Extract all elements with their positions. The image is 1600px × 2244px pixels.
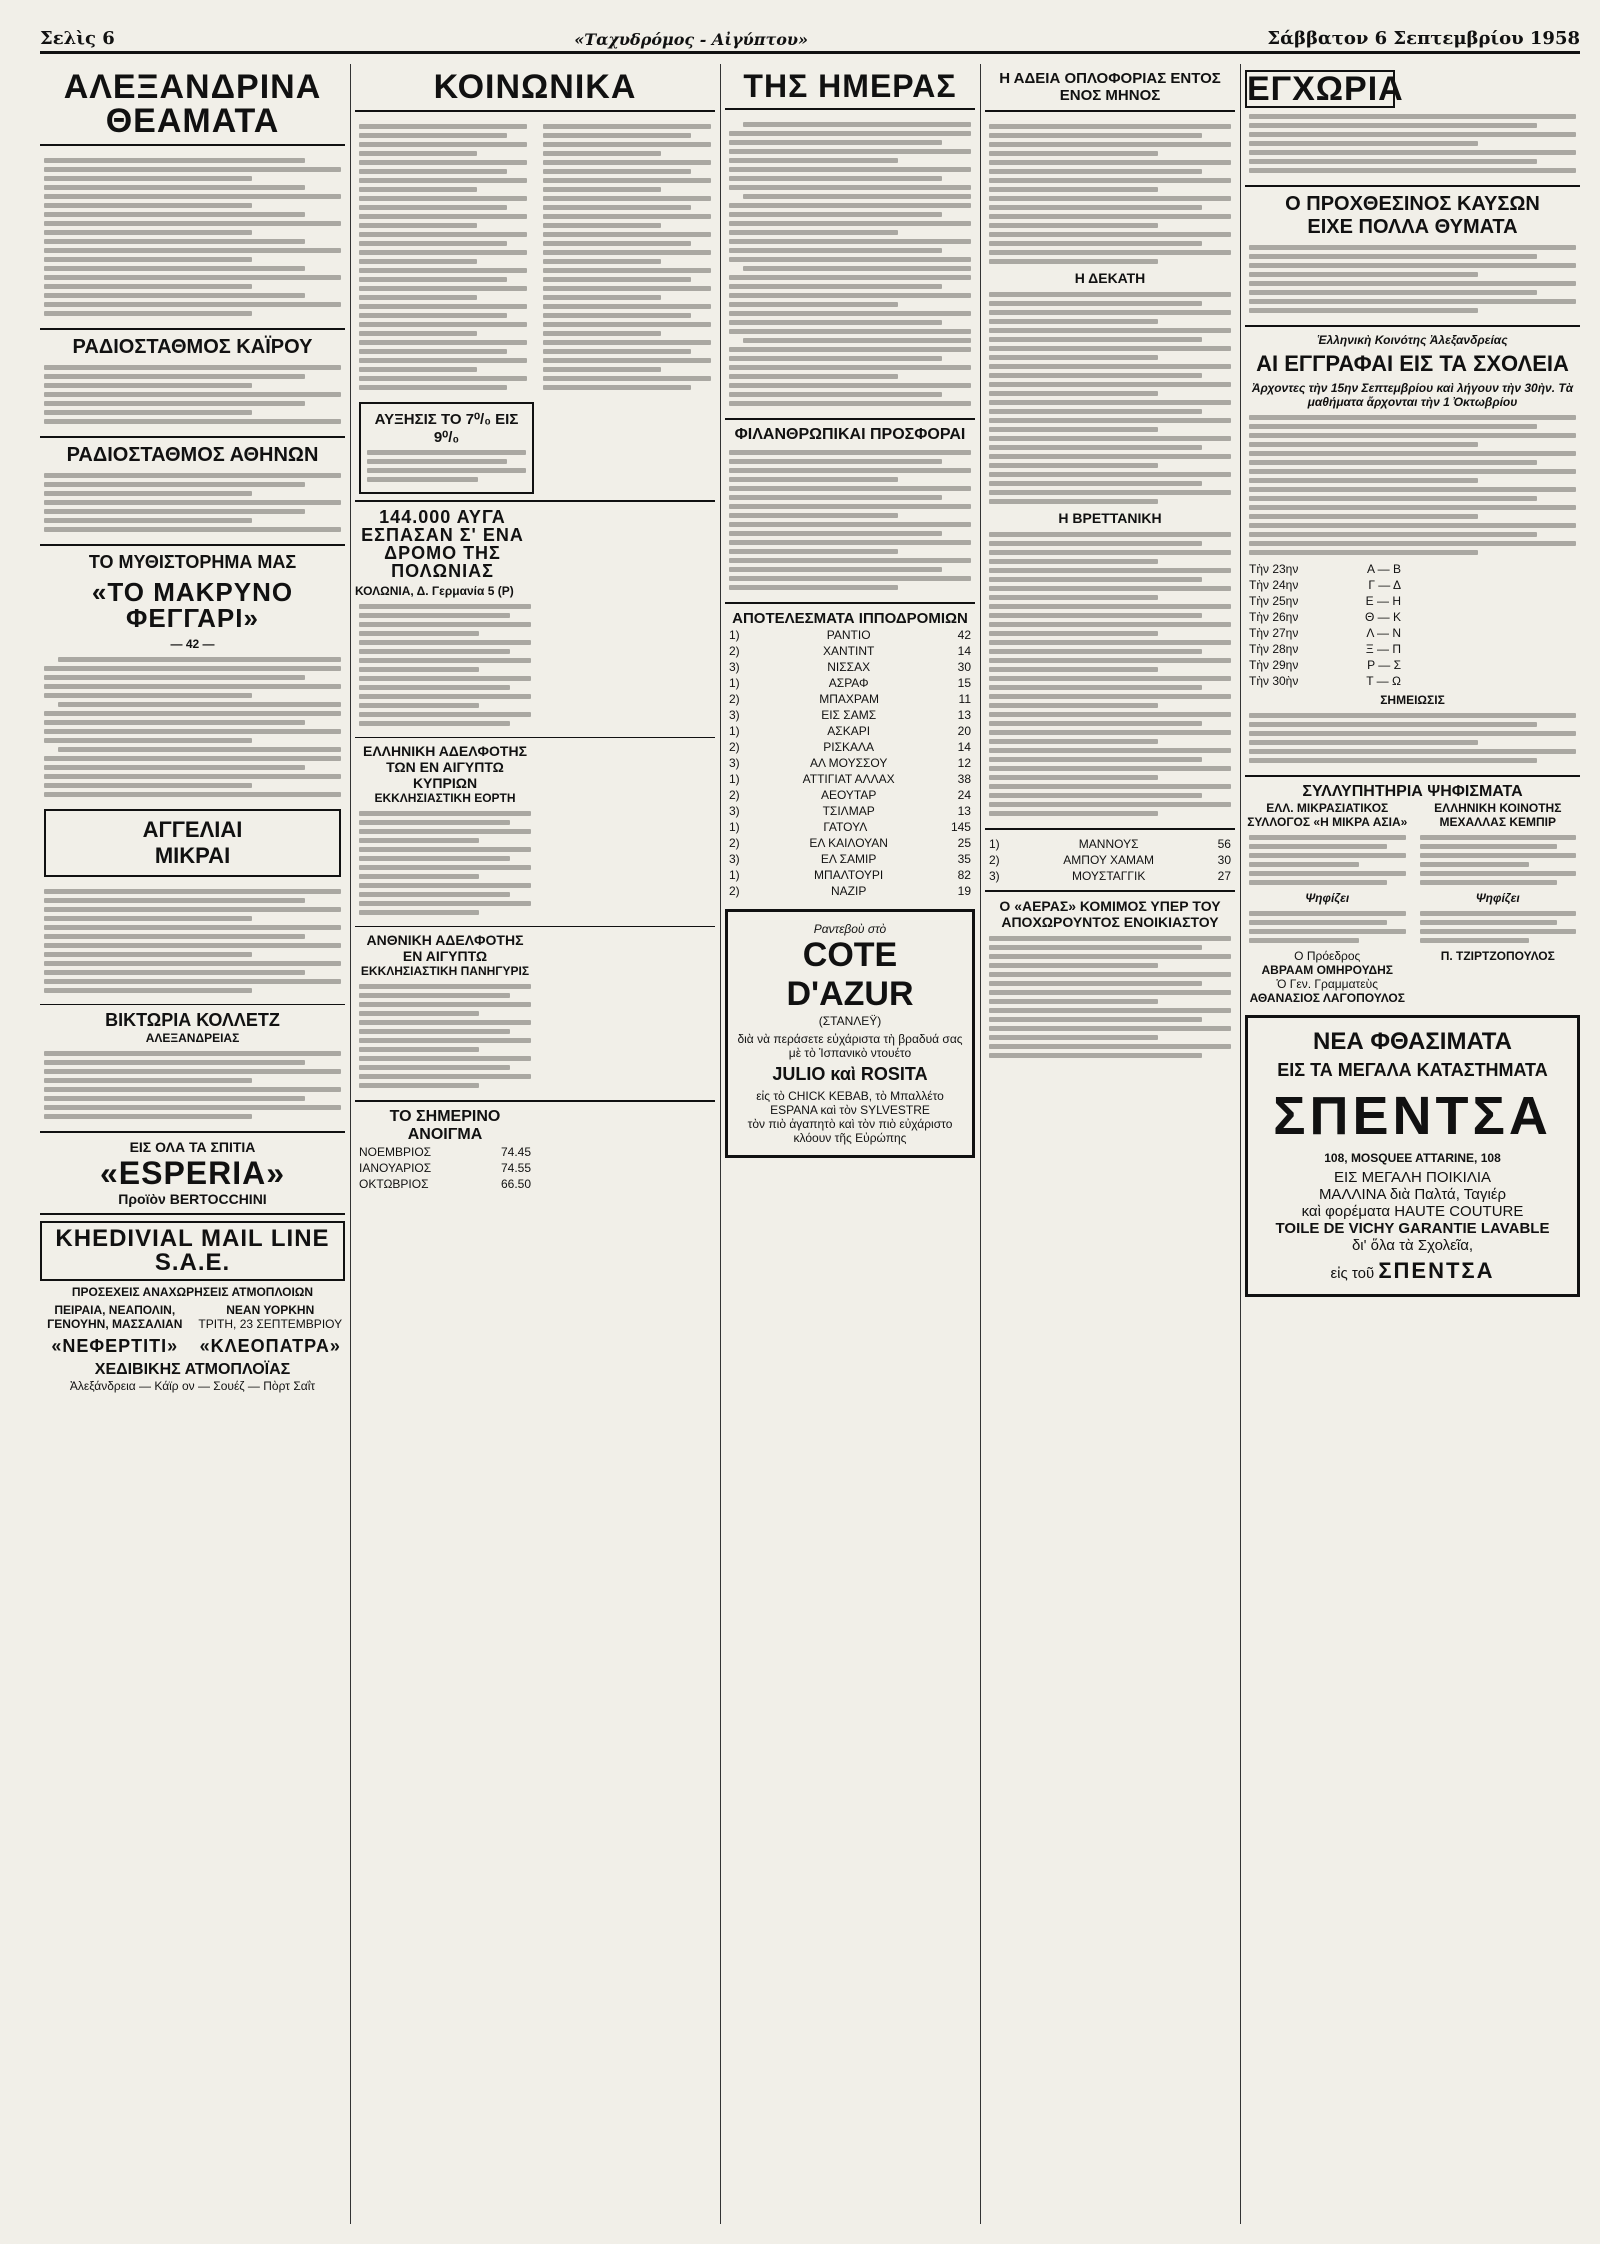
- market-row-value: 74.55: [500, 1161, 531, 1175]
- schedule-row-date: Τὴν 28ην: [1249, 642, 1299, 656]
- community-kicker: Ἑλληνικὴ Κοινότης Ἀλεξανδρείας: [1317, 333, 1508, 347]
- spentsa-brand: ΣΠΕΝΤΣΑ: [1273, 1086, 1552, 1146]
- market-row-value: 74.45: [500, 1145, 531, 1159]
- classified-box: ΑΓΓΕΛΙΑΙ ΜΙΚΡΑΙ: [44, 809, 341, 877]
- agency-name: ΧΕΔΙΒΙΚΗΣ ΑΤΜΟΠΛΟΪΑΣ: [94, 1361, 291, 1378]
- race-row: [725, 755, 975, 771]
- race-row-pos: 2): [729, 836, 740, 850]
- race-row-pos: 3): [729, 852, 740, 866]
- race-row-pos: 2): [729, 884, 740, 898]
- britannia-heading: Η ΒΡΕΤΤΑΝΙΚΗ: [1058, 510, 1162, 526]
- market-table: [355, 1144, 535, 1192]
- race-row-name: ΑΜΠΟΥ ΧΑΜΑΜ: [1063, 853, 1155, 867]
- dekati-heading: Η ΔΕΚΑΤΗ: [1074, 270, 1146, 286]
- schedule-row-date: Τὴν 26ην: [1249, 610, 1299, 624]
- race-row-name: ΓΑΤΟΥΛ: [823, 820, 868, 834]
- race-row-name: ΤΣΙΛΜΑΡ: [822, 804, 875, 818]
- race-row: [725, 707, 975, 723]
- notes-title: ΣΗΜΕΙΩΣΙΣ: [1380, 693, 1445, 707]
- race-row-pos: 2): [729, 788, 740, 802]
- cote-dazur-ad: Ραντεβοὺ στὸ COTE D'AZUR (ΣΤΑΝΛΕΫ) διὰ νὰ περάσετε εὐχάριστα τὴ βραδυά σας μὲ τὸ Ἱσπανικὸ ντουέτο JULIO καὶ ROSITA εἰς τὸ CHICK KEBAB, τὸ Μπαλλέτο ESPANA καὶ τὸν SYLVESTRE τὸν πιὸ ἀγαπητὸ καὶ τὸν πιὸ εὐχάριστο κλόουν τῆς Εὐρώπης: [725, 909, 975, 1158]
- college-city: ΑΛΕΞΑΝΔΡΕΙΑΣ: [145, 1031, 240, 1045]
- race-row-odds: 145: [950, 820, 971, 834]
- race-row-odds: 24: [957, 788, 971, 802]
- charity-title: ΦΙΛΑΝΘΡΩΠΙΚΑΙ ΠΡΟΣΦΟΡΑΙ: [734, 426, 966, 443]
- khedivial-title: KHEDIVIAL MAIL LINE S.A.E.: [40, 1221, 345, 1281]
- cypriot-brotherhood-title: ΕΛΛΗΝΙΚΗ ΑΔΕΛΦΟΤΗΣ ΤΩΝ ΕΝ ΑΙΓΥΠΤΩ ΚΥΠΡΙΩΝ: [362, 743, 527, 791]
- race-row: [725, 659, 975, 675]
- schedule-row-range: Ε — Η: [1365, 594, 1401, 608]
- ship-kleopatra: «ΚΛΕΟΠΑΤΡΑ»: [199, 1336, 341, 1356]
- race-row-odds: 25: [957, 836, 971, 850]
- race-row-pos: 1): [729, 628, 740, 642]
- race-row-pos: 1): [729, 772, 740, 786]
- race-row-name: ΑΣΡΑΦ: [828, 676, 869, 690]
- page-number: Σελὶς 6: [40, 28, 115, 49]
- market-row: [355, 1144, 535, 1160]
- race-row: [725, 851, 975, 867]
- eggs-heading: 144.000 ΑΥΓΑ ΕΣΠΑΣΑΝ Σ' ΕΝΑ ΔΡΟΜΟ ΤΗΣ ΠΟΛΩΝΙΑΣ: [361, 507, 524, 581]
- race-row-odds: 14: [957, 740, 971, 754]
- race-row-name: ΜΟΥΣΤΑΓΓΙΚ: [1071, 869, 1146, 883]
- schedule-row-date: Τὴν 29ην: [1249, 658, 1299, 672]
- race-row-odds: 38: [957, 772, 971, 786]
- market-row-label: ΟΚΤΩΒΡΙΟΣ: [359, 1177, 429, 1191]
- market-row-label: ΝΟΕΜΒΡΙΟΣ: [359, 1145, 432, 1159]
- race-row-pos: 2): [729, 644, 740, 658]
- race-row-odds: 20: [957, 724, 971, 738]
- race-row-name: ΡΙΣΚΑΛΑ: [823, 740, 875, 754]
- race-row-name: ΕΛ ΣΑΜΙΡ: [820, 852, 877, 866]
- schedule-row-range: Γ — Δ: [1368, 578, 1401, 592]
- schedule-row-date: Τὴν 25ην: [1249, 594, 1299, 608]
- market-row: [355, 1160, 535, 1176]
- race-row-odds: 11: [958, 692, 971, 706]
- race-row-name: ΧΑΝΤΙΝΤ: [822, 644, 875, 658]
- race-row-odds: 56: [1217, 837, 1231, 851]
- race-row: [725, 691, 975, 707]
- schedule-row: [1245, 561, 1405, 577]
- race-row-odds: 14: [957, 644, 971, 658]
- market-row-label: ΙΑΝΟΥΑΡΙΟΣ: [359, 1161, 432, 1175]
- race-row-name: ΝΙΣΣΑΧ: [827, 660, 871, 674]
- schedule-row: [1245, 625, 1405, 641]
- race-row-pos: 2): [729, 692, 740, 706]
- column-1: ΑΛΕΞΑΝΔΡΙΝΑ ΘΕΑΜΑΤΑ ΡΑΔΙΟΣΤΑΘΜΟΣ ΚΑΪΡΟΥ ΡΑΔΙΟΣΤΑΘΜΟΣ ΑΘΗΝΩΝ ΤΟ ΜΥΘΙΣΤΟΡΗΜΑ ΜΑΣ «ΤΟ ΜΑΚΡΥΝΟ ΦΕΓΓΑΡΙ» — 42 — ΑΓΓΕΛΙΑΙ ΜΙΚΡΑΙ ΒΙΚΤΩΡΙΑ ΚΟΛΛΕΤΖ ΑΛΕΞΑΝΔΡΕΙΑΣ ΕΙΣ ΟΛΑ ΤΑ ΣΠΙΤΙΑ «ESPERIA» Προϊὸν BERTOCCHINI KHEDIVIAL MAIL LINE S.A.E. ΠΡΟΣΕΧΕΙΣ ΑΝΑΧΩΡΗΣΕΙΣ ΑΤΜΟΠΛΟΙΩΝ ΠΕΙΡΑΙΑ, ΝΕΑΠΟΛΙΝ, ΓΕΝΟΥΗΝ, ΜΑΣΣΑΛΙΑΝ «ΝΕΦΕΡΤΙΤΙ» ΝΕΑΝ ΥΟΡΚΗΝ ΤΡΙΤΗ, 23 ΣΕΠΤΕΜΒΡΙΟΥ «ΚΛΕΟΠΑΤΡΑ» ΧΕΔΙΒΙΚΗΣ ΑΤΜΟΠΛΟΪΑΣ Ἀλεξάνδρεια — Κάϊρ ον — Σουέζ — Πὸρτ Σαΐτ: [40, 64, 345, 2224]
- masthead: [40, 28, 1580, 54]
- race-row-pos: 1): [729, 868, 740, 882]
- race-row: [725, 723, 975, 739]
- schedule-row-range: Ρ — Σ: [1367, 658, 1401, 672]
- race-row-name: ΜΑΝΝΟΥΣ: [1078, 837, 1139, 851]
- race-row-pos: 1): [729, 820, 740, 834]
- race-row-pos: 3): [729, 804, 740, 818]
- race-row-name: ΡΑΝΤΙΟ: [826, 628, 871, 642]
- ship-nefertiti: «ΝΕΦΕΡΤΙΤΙ»: [51, 1336, 179, 1356]
- novel-title: «ΤΟ ΜΑΚΡΥΝΟ ΦΕΓΓΑΡΙ»: [91, 577, 294, 633]
- race-row: [985, 836, 1235, 852]
- race-row: [985, 868, 1235, 884]
- race-row-pos: 3): [729, 708, 740, 722]
- theatres-listing: [40, 152, 345, 322]
- market-row: [355, 1176, 535, 1192]
- race-row-name: ΑΣΚΑΡΙ: [827, 724, 871, 738]
- heatwave-title-1: Ο ΠΡΟΧΘΕΣΙΝΟΣ ΚΑΥΣΩΝ: [1285, 193, 1540, 215]
- column-3: [725, 64, 975, 2224]
- dateline: ΚΟΛΩΝΙΑ, Δ. Γερμανία 5 (Ρ): [355, 584, 514, 598]
- schedule-row-range: Θ — Κ: [1364, 610, 1401, 624]
- market-row-value: 66.50: [500, 1177, 531, 1191]
- races-table: [725, 627, 975, 899]
- permit-title: Η ΑΔΕΙΑ ΟΠΛΟΦΟΡΙΑΣ ΕΝΤΟΣ ΕΝΟΣ ΜΗΝΟΣ: [999, 70, 1221, 104]
- day-title: ΤΗΣ ΗΜΕΡΑΣ: [743, 68, 957, 104]
- race-row: [985, 852, 1235, 868]
- schedule-row-date: Τὴν 27ην: [1249, 626, 1299, 640]
- esperia-kicker: ΕΙΣ ΟΛΑ ΤΑ ΣΠΙΤΙΑ: [129, 1139, 256, 1155]
- race-row-pos: 3): [729, 756, 740, 770]
- schedule-row-date: Τὴν 30ὴν: [1249, 674, 1299, 688]
- race-row-name: ΜΠΑΛΤΟΥΡΙ: [814, 868, 884, 882]
- race-row-odds: 12: [957, 756, 971, 770]
- anthniki-brotherhood-title: ΑΝΘΝΙΚΗ ΑΔΕΛΦΟΤΗΣ ΕΝ ΑΙΓΥΠΤΩ: [366, 932, 524, 964]
- novel-installment: — 42 —: [170, 637, 215, 651]
- schedule-row-range: Τ — Ω: [1366, 674, 1401, 688]
- schools-title: ΑΙ ΕΓΓΡΑΦΑΙ ΕΙΣ ΤΑ ΣΧΟΛΕΙΑ: [1256, 351, 1569, 376]
- schedule-row: [1245, 593, 1405, 609]
- race-row: [725, 819, 975, 835]
- column-4: [985, 64, 1235, 2224]
- race-row-pos: 2): [729, 740, 740, 754]
- race-row-odds: 13: [957, 708, 971, 722]
- heatwave-title-2: ΕΙΧΕ ΠΟΛΛΑ ΘΥΜΑΤΑ: [1307, 216, 1518, 238]
- race-row-odds: 27: [1217, 869, 1231, 883]
- race-row-odds: 30: [1217, 853, 1231, 867]
- raise-box: ΑΥΞΗΣΙΣ ΤΟ 7⁰/₀ ΕΙΣ 9⁰/₀: [359, 402, 534, 494]
- race-row: [725, 643, 975, 659]
- schools-subtitle: Ἀρχοντες τὴν 15ην Σεπτεμβρίου καὶ λήγουν τὴν 30ὴν. Τὰ μαθήματα ἄρχονται τὴν 1 Ὀκτωβρίου: [1251, 381, 1574, 409]
- issue-date: Σάββατον 6 Σεπτεμβρίου 1958: [1267, 28, 1580, 49]
- radio-cairo-title: ΡΑΔΙΟΣΤΑΘΜΟΣ ΚΑΪΡΟΥ: [72, 336, 313, 358]
- column-5: ΕΓΧΩΡΙΑ Ο ΠΡΟΧΘΕΣΙΝΟΣ ΚΑΥΣΩΝ ΕΙΧΕ ΠΟΛΛΑ ΘΥΜΑΤΑ Ἑλληνικὴ Κοινότης Ἀλεξανδρείας ΑΙ ΕΓΓΡΑΦΑΙ ΕΙΣ ΤΑ ΣΧΟΛΕΙΑ Ἀρχοντες τὴν 15ην Σεπτεμβρίου καὶ λήγουν τὴν 30ὴν. Τὰ μαθήματα ἄρχονται τὴν 1 Ὀκτωβρίου Τὴν 23ην Α — Β Τὴν 24ην Γ — Δ Τὴν 25ην Ε — Η Τὴν 26ην Θ — Κ Τὴν 27ην Λ — Ν Τὴν 28ην Ξ — Π Τὴν 29ην Ρ — Σ Τὴν 30ὴν Τ — Ω ΣΗΜΕΙΩΣΙΣ ΣΥΛΛΥΠΗΤΗΡΙΑ ΨΗΦΙΣΜΑΤΑ ΕΛΛ. ΜΙΚΡΑΣΙΑΤΙΚΟΣ ΣΥΛΛΟΓΟΣ «Η ΜΙΚΡΑ ΑΣΙΑ» Ψηφίζει Ο Πρόεδρος ΑΒΡΑΑΜ ΟΜΗΡΟΥΔΗΣ Ὁ Γεν. Γραμματεὺς ΑΘΑΝΑΣΙΟΣ ΛΑΓΟΠΟΥΛΟΣ ΕΛΛΗΝΙΚΗ ΚΟΙΝΟΤΗΣ ΜΕΧΑΛΛΑΣ ΚΕΜΠΙΡ Ψηφίζει Π. ΤΖΙΡΤΖΟΠΟΥΛΟΣ ΝΕΑ ΦΘΑΣΙΜΑΤΑ ΕΙΣ ΤΑ ΜΕΓΑΛΑ ΚΑΤΑΣΤΗΜΑΤΑ ΣΠΕΝΤΣΑ 108, MOSQUEE ATTARINE, 108 ΕΙΣ ΜΕΓΑΛΗ ΠΟΙΚΙΛΙΑ ΜΑΛΛΙΝΑ διὰ Παλτά, Ταγιέρ καὶ φορέματα HAUTE COUTURE TOILE DE VICHY GARANTIE LAVABLE δι' ὅλα τὰ Σχολεῖα, εἰς τοῦ ΣΠΕΝΤΣΑ: [1245, 64, 1580, 2224]
- race-row-name: ΑΛ ΜΟΥΣΣΟΥ: [809, 756, 888, 770]
- enrolment-schedule: [1245, 561, 1405, 689]
- race-row-name: ΕΛ ΚΑΙΛΟΥΑΝ: [809, 836, 888, 850]
- race-row-name: ΝΑΖΙΡ: [830, 884, 867, 898]
- race-row-name: ΑΤΤΙΓΙΑΤ ΑΛΛΑΧ: [802, 772, 895, 786]
- race-row-pos: 3): [989, 869, 1000, 883]
- schedule-row-range: Ξ — Π: [1365, 642, 1401, 656]
- race-row-odds: 42: [957, 628, 971, 642]
- race-row: [725, 803, 975, 819]
- schedule-row: [1245, 609, 1405, 625]
- radio-athens-title: ΡΑΔΙΟΣΤΑΘΜΟΣ ΑΘΗΝΩΝ: [66, 444, 319, 466]
- schedule-row-range: Λ — Ν: [1366, 626, 1401, 640]
- schedule-row: [1245, 577, 1405, 593]
- race-row-name: ΑΕΟΥΤΑΡ: [820, 788, 877, 802]
- college-name: ΒΙΚΤΩΡΙΑ ΚΟΛΛΕΤΖ: [105, 1010, 280, 1030]
- race-row: [725, 835, 975, 851]
- races-title: ΑΠΟΤΕΛΕΣΜΑΤΑ ΙΠΠΟΔΡΟΜΙΩΝ: [732, 610, 968, 627]
- condolence-title: ΣΥΛΛΥΠΗΤΗΡΙΑ ΨΗΦΙΣΜΑΤΑ: [1302, 783, 1523, 800]
- race-row-pos: 1): [729, 724, 740, 738]
- race-row: [725, 867, 975, 883]
- social-title: ΚΟΙΝΩΝΙΚΑ: [433, 68, 637, 106]
- esperia-brand: «ESPERIA»: [99, 1155, 286, 1191]
- race-row: [725, 771, 975, 787]
- esperia-maker: Προϊὸν BERTOCCHINI: [118, 1191, 267, 1207]
- novel-kicker: ΤΟ ΜΥΘΙΣΤΟΡΗΜΑ ΜΑΣ: [88, 552, 297, 572]
- local-news-title: ΕΓΧΩΡΙΑ: [1247, 70, 1404, 108]
- race-row-pos: 1): [989, 837, 1000, 851]
- race-row: [725, 627, 975, 643]
- schedule-row: [1245, 657, 1405, 673]
- races-table-right: [985, 836, 1235, 884]
- schedule-row-date: Τὴν 24ην: [1249, 578, 1299, 592]
- schedule-row-date: Τὴν 23ην: [1249, 562, 1299, 576]
- race-row: [725, 675, 975, 691]
- race-row: [725, 739, 975, 755]
- race-row-name: ΕΙΣ ΣΑΜΣ: [821, 708, 877, 722]
- novel-text: [40, 651, 345, 803]
- paper-name: «Ταχυδρόμος - Αἰγύπτου»: [574, 30, 808, 49]
- race-row-pos: 1): [729, 676, 740, 690]
- race-row: [725, 787, 975, 803]
- market-title: ΤΟ ΣΗΜΕΡΙΝΟ ΑΝΟΙΓΜΑ: [389, 1108, 501, 1143]
- agency-cities: Ἀλεξάνδρεια — Κάϊρ ον — Σουέζ — Πὸρτ Σαΐτ: [69, 1379, 316, 1393]
- race-row-odds: 35: [957, 852, 971, 866]
- schedule-row: [1245, 641, 1405, 657]
- aeras-title: Ο «ΑΕΡΑΣ» ΚΟΜΙΜΟΣ ΥΠΕΡ ΤΟΥ ΑΠΟΧΩΡΟΥΝΤΟΣ ΕΝΟΙΚΙΑΣΤΟΥ: [999, 898, 1221, 930]
- theatres-title: ΑΛΕΞΑΝΔΡΙΝΑ ΘΕΑΜΑΤΑ: [63, 68, 322, 140]
- race-row-odds: 13: [957, 804, 971, 818]
- schedule-row: [1245, 673, 1405, 689]
- race-row-pos: 3): [729, 660, 740, 674]
- race-row-odds: 19: [957, 884, 971, 898]
- schedule-row-range: Α — Β: [1366, 562, 1401, 576]
- khedivial-subtitle: ΠΡΟΣΕΧΕΙΣ ΑΝΑΧΩΡΗΣΕΙΣ ΑΤΜΟΠΛΟΙΩΝ: [71, 1285, 314, 1299]
- race-row-odds: 82: [957, 868, 971, 882]
- race-row: [725, 883, 975, 899]
- spentsa-ad: ΝΕΑ ΦΘΑΣΙΜΑΤΑ ΕΙΣ ΤΑ ΜΕΓΑΛΑ ΚΑΤΑΣΤΗΜΑΤΑ ΣΠΕΝΤΣΑ 108, MOSQUEE ATTARINE, 108 ΕΙΣ ΜΕΓΑΛΗ ΠΟΙΚΙΛΙΑ ΜΑΛΛΙΝΑ διὰ Παλτά, Ταγιέρ καὶ φορέματα HAUTE COUTURE TOILE DE VICHY GARANTIE LAVABLE δι' ὅλα τὰ Σχολεῖα, εἰς τοῦ ΣΠΕΝΤΣΑ: [1245, 1015, 1580, 1297]
- race-row-odds: 30: [957, 660, 971, 674]
- race-row-pos: 2): [989, 853, 1000, 867]
- race-row-odds: 15: [957, 676, 971, 690]
- column-2: ΚΟΙΝΩΝΙΚΑ ΑΥΞΗΣΙΣ ΤΟ 7⁰/₀ ΕΙΣ 9⁰/₀ 144.000 ΑΥΓΑ ΕΣΠΑΣΑΝ Σ' ΕΝΑ ΔΡΟΜΟ ΤΗΣ ΠΟΛΩΝΙΑΣ ΚΟΛΩΝΙΑ, Δ. Γερμανία 5 (Ρ) ΕΛΛΗΝΙΚΗ ΑΔΕΛΦΟΤΗΣ ΤΩΝ ΕΝ ΑΙΓΥΠΤΩ ΚΥΠΡΙΩΝ ΕΚΚΛΗΣΙΑΣΤΙΚΗ ΕΟΡΤΗ ΑΝΘΝΙΚΗ ΑΔΕΛΦΟΤΗΣ ΕΝ ΑΙΓΥΠΤΩ ΕΚΚΛΗΣΙΑΣΤΙΚΗ ΠΑΝΗΓΥΡΙΣ ΤΟ ΣΗΜΕΡΙΝΟ ΑΝΟΙΓΜΑ ΝΟΕΜΒΡΙΟΣ 74.45 ΙΑΝΟΥΑΡΙΟΣ 74.55 ΟΚΤΩΒΡΙΟΣ 66.50: [355, 64, 715, 2224]
- race-row-name: ΜΠΑΧΡΑΜ: [819, 692, 879, 706]
